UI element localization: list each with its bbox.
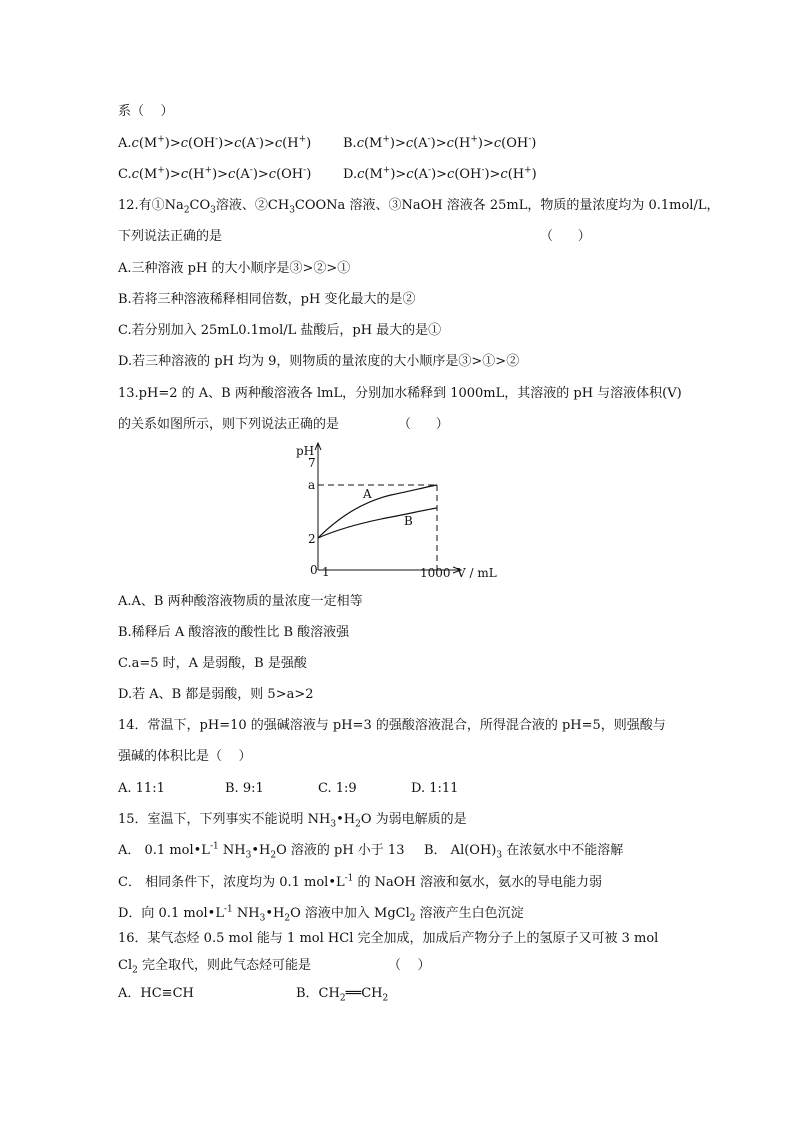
q14-option-a: A. 11:1 [118,781,165,796]
q11-option-b: B.c(M+)>c(A-)>c(H+)>c(OH-) [343,134,537,151]
q11-option-d: D.c(M+)>c(A-)>c(OH-)>c(H+) [343,165,537,182]
q11-stem-tail: 系（ ） [118,104,174,119]
q14-option-c: C. 1:9 [318,781,357,796]
q15-option-c: C． 相同条件下，浓度均为 0.1 $mol•L^{-1}$ 的 NaOH 溶液和氨水，氨水的导电能力弱 [118,873,602,890]
curve-a-label: A [363,487,372,501]
q11-option-c: C.c(M+)>c(H+)>c(A-)>c(OH-) [118,165,312,182]
q13-option-c: C.a=5 时，A 是弱酸，B 是强酸 [118,656,307,671]
q13-option-b: B.稀释后 A 酸溶液的酸性比 B 酸溶液强 [118,625,350,640]
q14-option-b: B. 9:1 [225,781,264,796]
y-axis-label: pH [296,444,315,458]
q15-option-b: B． $Al(OH)_3$ 在浓氨水中不能溶解 [424,843,624,861]
q14-option-d: D. 1:11 [411,781,459,796]
q16-answer-bracket: （ ） [388,958,431,973]
q12-option-a: A.三种溶液 pH 的大小顺序是③>②>① [118,261,351,276]
q12-option-c: C.若分别加入 25mL0.1mol/L 盐酸后，pH 最大的是① [118,323,442,338]
q15-option-a: A． 0.1 $mol•L^{-1}$ $NH_3•H_2O$ 溶液的 pH 小于 13 [118,841,405,861]
y-tick-a: a [308,478,316,492]
q13-answer-bracket: （ ） [398,417,449,432]
q16-stem-line1: 16．某气态烃 0.5 mol 能与 1 mol HCl 完全加成，加成后产物分子上的氢原子又可被 3 mol [118,931,659,946]
q14-stem-line2: 强碱的体积比是（ ） [118,749,252,764]
y-tick-2: 2 [308,532,316,546]
q13-stem-line2: 的关系如图所示，则下列说法正确的是 [118,417,340,432]
origin-label: 0 [310,563,318,577]
ph-dilution-graph [296,440,506,585]
q16-option-b: B．$CH_2══CH_2$ [296,986,389,1004]
q12-option-d: D.若三种溶液的 pH 均为 9，则物质的量浓度的大小顺序是③>①>② [118,354,520,369]
q12-stem-line1: 12.有$①Na_2CO_3$溶液、$②CH_3COONa$ 溶液、③NaOH 溶液各 25mL，物质的量浓度均为 0.1mol/L， [118,198,720,216]
q12-answer-bracket: （ ） [540,229,591,244]
x-axis-label: V / mL [457,566,497,580]
curve-b [318,508,437,538]
x-tick-1: 1 [322,565,330,579]
q12-stem-line2: 下列说法正确的是 [118,229,223,244]
q16-option-a: A．HC≡CH [118,986,194,1001]
q12-option-b: B.若将三种溶液稀释相同倍数，pH 变化最大的是② [118,292,416,307]
q15-option-d: D．向 0.1 $mol•L^{-1}$ $NH_3•H_2O$ 溶液中加入 MgCl$_2$ 溶液产生白色沉淀 [118,904,524,924]
q14-stem-line1: 14．常温下，pH=10 的强碱溶液与 pH=3 的强酸溶液混合，所得混合液的 pH=5，则强酸与 [118,718,666,733]
curve-b-label: B [404,514,413,528]
q13-option-d: D.若 A、B 都是弱酸，则 5>a>2 [118,687,314,702]
q11-option-a: A.c(M+)>c(OH-)>c(A-)>c(H+) [118,134,312,151]
q13-stem-line1: 13.pH=2 的 A、B 两种酸溶液各 lmL，分别加水稀释到 1000mL，其溶液的 pH 与溶液体积(V) [118,386,682,401]
q13-option-a: A.A、B 两种酸溶液物质的量浓度一定相等 [118,594,363,609]
q16-stem-line2: $Cl_2$ 完全取代，则此气态烃可能是 [118,958,311,976]
x-tick-1000: 1000 [420,566,451,580]
q15-stem: 15．室温下，下列事实不能说明 $NH_3•H_2O$ 为弱电解质的是 [118,812,467,830]
y-tick-7: 7 [308,456,316,470]
